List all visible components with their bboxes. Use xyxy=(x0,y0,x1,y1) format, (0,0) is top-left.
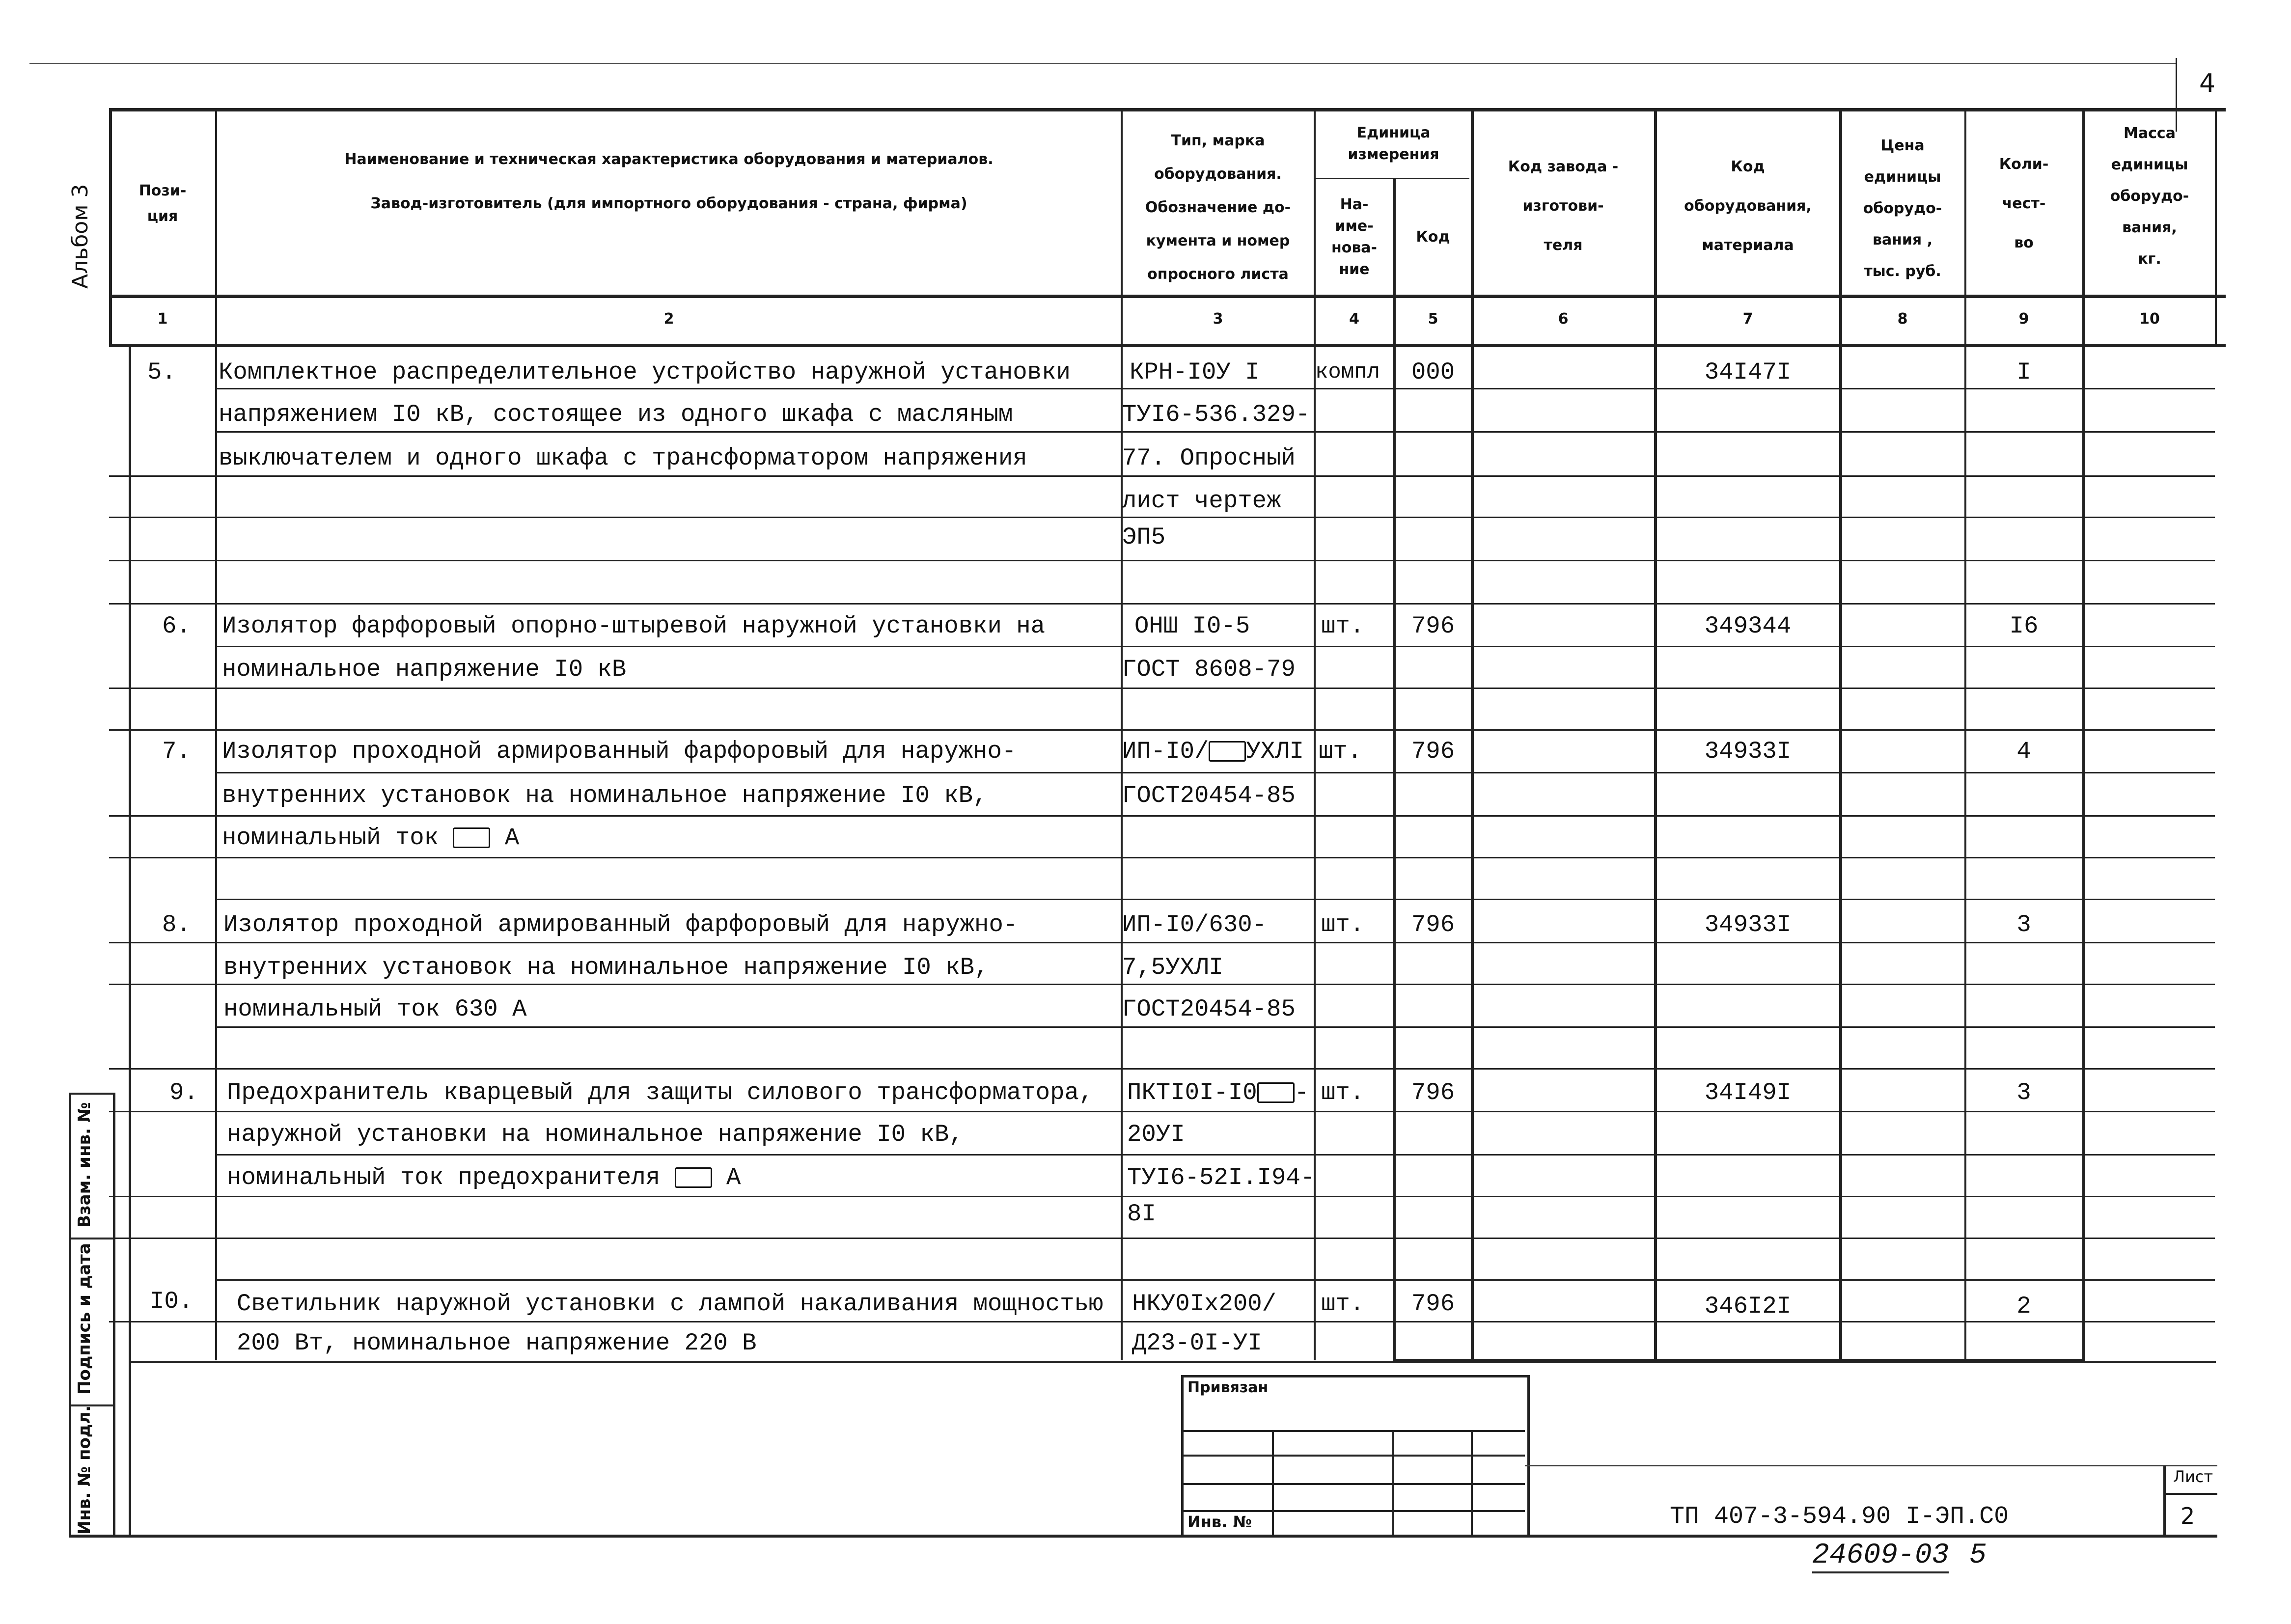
item-unit-code: 796 xyxy=(1411,1290,1455,1318)
corner-page-number: 4 xyxy=(2199,69,2216,98)
row-rule xyxy=(109,560,2215,561)
row-rule xyxy=(109,1068,2215,1070)
item-name-line: Светильник наружной установки с лампой накаливания мощностью xyxy=(237,1290,1104,1318)
item-code: 34933I xyxy=(1704,911,1792,938)
document-code: ТП 407-3-594.90 I-ЭП.С0 xyxy=(1670,1503,2009,1531)
stamp-rule xyxy=(1181,1455,1525,1457)
item-type-line: ИП-I0/630- xyxy=(1122,911,1267,938)
item-type-line: ЭП5 xyxy=(1122,523,1166,551)
item-type-suffix: УХЛI xyxy=(1246,738,1304,765)
row-rule xyxy=(215,772,2215,773)
item-quantity: I xyxy=(2016,358,2031,386)
margin-rule xyxy=(69,1093,113,1095)
numbers-bottom-border xyxy=(109,344,2226,347)
item-unit: шт. xyxy=(1321,1079,1365,1106)
item-code: 34I49I xyxy=(1704,1079,1792,1106)
col-line-6 xyxy=(1654,108,1657,1360)
row-rule xyxy=(215,1154,2215,1156)
header-unit-code: Код xyxy=(1416,228,1450,246)
margin-frame-right xyxy=(113,1093,115,1535)
item-type-line: ТУI6-536.329- xyxy=(1122,401,1310,428)
row-rule xyxy=(109,942,2215,943)
item-name-line: Изолятор проходной армированный фарфоровый для наружно- xyxy=(223,911,1018,938)
col-number: 1 xyxy=(157,310,168,328)
margin-rule xyxy=(69,1238,113,1239)
stamp-top-rule xyxy=(1525,1465,2217,1466)
row-rule xyxy=(215,1026,2215,1028)
item-unit: шт. xyxy=(1321,1290,1365,1318)
header-equipment-code: Код оборудования, материала xyxy=(1684,158,1812,254)
item-unit: шт. xyxy=(1321,612,1365,640)
item-position: 6. xyxy=(162,612,191,640)
frame-left xyxy=(129,344,131,1535)
col-line-2 xyxy=(1121,108,1123,1360)
margin-inv-replace: Взам. инв. № xyxy=(75,1102,94,1228)
item-quantity: 3 xyxy=(2016,1079,2031,1106)
blank-field-box xyxy=(675,1167,712,1188)
inventory-number-label: Инв. № xyxy=(1187,1513,1252,1531)
sheet-label: Лист xyxy=(2173,1467,2213,1486)
stamp-rule xyxy=(1181,1510,1525,1512)
col-number: 10 xyxy=(2139,310,2160,328)
col-line-10 xyxy=(2215,108,2217,344)
col-number: 2 xyxy=(663,310,674,328)
row-rule xyxy=(109,1196,2215,1197)
frame-bottom xyxy=(69,1535,2217,1538)
item-code: 34I47I xyxy=(1704,358,1792,386)
item-type-suffix: - xyxy=(1294,1079,1309,1106)
col-line-1 xyxy=(215,108,217,1360)
frame-bottom-table xyxy=(129,1361,2216,1363)
item-position: 7. xyxy=(162,738,191,765)
top-rule xyxy=(29,63,2176,64)
item-code: 346I2I xyxy=(1704,1293,1792,1320)
item-name-line: внутренних установок на номинальное напряжение I0 кВ, xyxy=(223,954,989,981)
item-quantity: 3 xyxy=(2016,911,2031,938)
archive-sheet-number: 5 xyxy=(1969,1540,1987,1571)
header-unit: Единица измерения xyxy=(1348,124,1439,163)
header-mass: Масса единицы оборудо- вания, кг. xyxy=(2110,125,2189,268)
item-type-text: ПКТI0I-I0 xyxy=(1127,1079,1257,1106)
col-line-7 xyxy=(1839,108,1842,1360)
item-name-line: 200 Вт, номинальное напряжение 220 В xyxy=(237,1329,757,1357)
item-unit-code: 796 xyxy=(1411,911,1455,938)
item-type-line: КРН-I0У I xyxy=(1130,358,1260,386)
row-rule xyxy=(215,646,2215,647)
linked-label: Привязан xyxy=(1187,1379,1269,1396)
item-unit-code: 796 xyxy=(1411,612,1455,640)
header-name: Наименование и техническая характеристика оборудования и материалов. Завод-изготовитель (для импортного оборудования - страна, фирма) xyxy=(344,151,994,212)
item-name-line: внутренних установок на номинальное напряжение I0 кВ, xyxy=(222,782,988,809)
item-name-unit: А xyxy=(504,824,520,852)
sheet-number: 2 xyxy=(2181,1503,2195,1529)
item-name-line: Комплектное распределительное устройство наружной установки xyxy=(219,358,1071,386)
item-unit: компл xyxy=(1315,360,1380,385)
row-rule xyxy=(215,388,2215,389)
row-rule xyxy=(109,517,2215,518)
row-rule xyxy=(109,475,2215,477)
item-position: 8. xyxy=(162,911,191,938)
item-name-line: наружной установки на номинальное напряжение I0 кВ, xyxy=(227,1121,964,1148)
row-rule xyxy=(109,603,2215,605)
item-type-line: лист чертеж xyxy=(1122,487,1281,515)
row-rule xyxy=(109,1238,2215,1239)
item-position: 9. xyxy=(169,1079,198,1106)
item-type-line: 20УI xyxy=(1127,1121,1185,1148)
item-name-line: Изолятор фарфоровый опорно-штыревой наружной установки на xyxy=(222,612,1046,640)
col-line-4 xyxy=(1393,178,1396,1360)
item-type-line xyxy=(1127,1078,1309,1107)
item-type-line xyxy=(1122,737,1304,766)
item-name-line: номинальное напряжение I0 кВ xyxy=(222,656,627,683)
col-number: 5 xyxy=(1428,310,1438,328)
margin-sign-date: Подпись и дата xyxy=(75,1243,94,1395)
item-unit: шт. xyxy=(1321,911,1365,938)
row-rule xyxy=(215,431,2215,433)
stamp-rule xyxy=(1181,1430,1525,1432)
item-type-line: НКУ0Iх200/ xyxy=(1132,1290,1277,1318)
item-unit-code: 796 xyxy=(1411,738,1455,765)
header-position: Пози- ция xyxy=(138,182,187,225)
row-rule xyxy=(109,1321,2215,1322)
col-number: 7 xyxy=(1742,310,1753,328)
header-quantity: Коли- чест- во xyxy=(1999,156,2049,251)
item-name-line: номинальный ток 630 А xyxy=(223,995,527,1023)
row-rule xyxy=(215,899,2215,900)
item-name-text: номинальный ток предохранителя xyxy=(227,1164,661,1191)
col-number: 3 xyxy=(1213,310,1223,328)
blank-field-box xyxy=(1257,1082,1295,1103)
header-unit-name: На- име- нова- ние xyxy=(1331,195,1378,278)
row-rule xyxy=(109,815,2215,817)
item-name-line: Изолятор проходной армированный фарфоровый для наружно- xyxy=(222,738,1017,765)
header-price: Цена единицы оборудо- вания , тыс. руб. xyxy=(1863,137,1942,280)
item-position: I0. xyxy=(150,1288,193,1315)
item-position: 5. xyxy=(147,358,176,386)
table-top-border xyxy=(109,108,2226,111)
item-quantity: 4 xyxy=(2016,738,2031,765)
item-code: 34933I xyxy=(1704,738,1792,765)
margin-frame-left xyxy=(69,1093,71,1535)
item-quantity: 2 xyxy=(2016,1293,2031,1320)
row-rule xyxy=(215,1279,2215,1281)
item-name-line xyxy=(227,1163,741,1192)
item-type-text: ИП-I0/ xyxy=(1122,738,1209,765)
row-rule xyxy=(109,857,2215,858)
item-unit-code: 796 xyxy=(1411,1079,1455,1106)
item-type-line: ГОСТ 8608-79 xyxy=(1122,656,1296,683)
blank-field-box xyxy=(1209,741,1246,762)
margin-inv-original: Инв. № подл. xyxy=(75,1405,94,1535)
col-number: 6 xyxy=(1558,310,1569,328)
item-name-line: Предохранитель кварцевый для защиты силового трансформатора, xyxy=(227,1079,1094,1106)
item-type-line: 7,5УХЛI xyxy=(1122,954,1223,981)
col-number: 4 xyxy=(1349,310,1359,328)
header-type: Тип, марка оборудования. Обозначение до- кумента и номер опросного листа xyxy=(1145,132,1291,283)
header-bottom-border xyxy=(109,295,2226,298)
item-name-unit: А xyxy=(726,1164,741,1191)
stamp-col-line xyxy=(1392,1430,1394,1535)
row-rule xyxy=(109,984,2215,985)
item-unit-code: 000 xyxy=(1411,358,1455,386)
item-code: 349344 xyxy=(1704,612,1792,640)
item-quantity: I6 xyxy=(2009,612,2039,640)
row-rule xyxy=(109,729,2215,731)
item-name-line: выключателем и одного шкафа с трансформатором напряжения xyxy=(219,444,1027,472)
header-factory-code: Код завода - изготови- теля xyxy=(1508,158,1619,254)
col-line-9 xyxy=(2082,108,2085,1360)
item-type-line: Д23-0I-УI xyxy=(1132,1329,1262,1357)
row-rule xyxy=(109,1111,2215,1112)
stamp-col-line xyxy=(1272,1430,1274,1535)
sheet-box-rule xyxy=(2163,1493,2217,1495)
sheet-box-left xyxy=(2163,1465,2166,1535)
col-line-8 xyxy=(1964,108,1966,1360)
blank-field-box xyxy=(453,827,490,848)
item-type-line: ГОСТ20454-85 xyxy=(1122,782,1296,809)
col-line-5 xyxy=(1471,108,1474,1360)
archive-number: 24609-03 xyxy=(1812,1540,1949,1573)
item-type-line: ОНШ I0-5 xyxy=(1134,612,1250,640)
item-name-text: номинальный ток xyxy=(222,824,439,852)
album-label: Альбом 3 xyxy=(68,184,93,289)
item-name-line: напряжением I0 кВ, состоящее из одного шкафа с масляным xyxy=(219,401,1013,428)
item-name-line xyxy=(222,823,519,853)
stamp-rule xyxy=(1181,1483,1525,1485)
row-rule xyxy=(109,688,2215,689)
item-type-line: 77. Опросный xyxy=(1122,444,1296,472)
item-type-line: ТУI6-52I.I94- xyxy=(1127,1164,1315,1191)
col-number: 8 xyxy=(1897,310,1908,328)
item-type-line: 8I xyxy=(1127,1200,1156,1228)
stamp-col-line xyxy=(1471,1430,1473,1535)
item-unit: шт. xyxy=(1319,738,1362,765)
item-type-line: ГОСТ20454-85 xyxy=(1122,995,1296,1023)
col-number: 9 xyxy=(2018,310,2029,328)
